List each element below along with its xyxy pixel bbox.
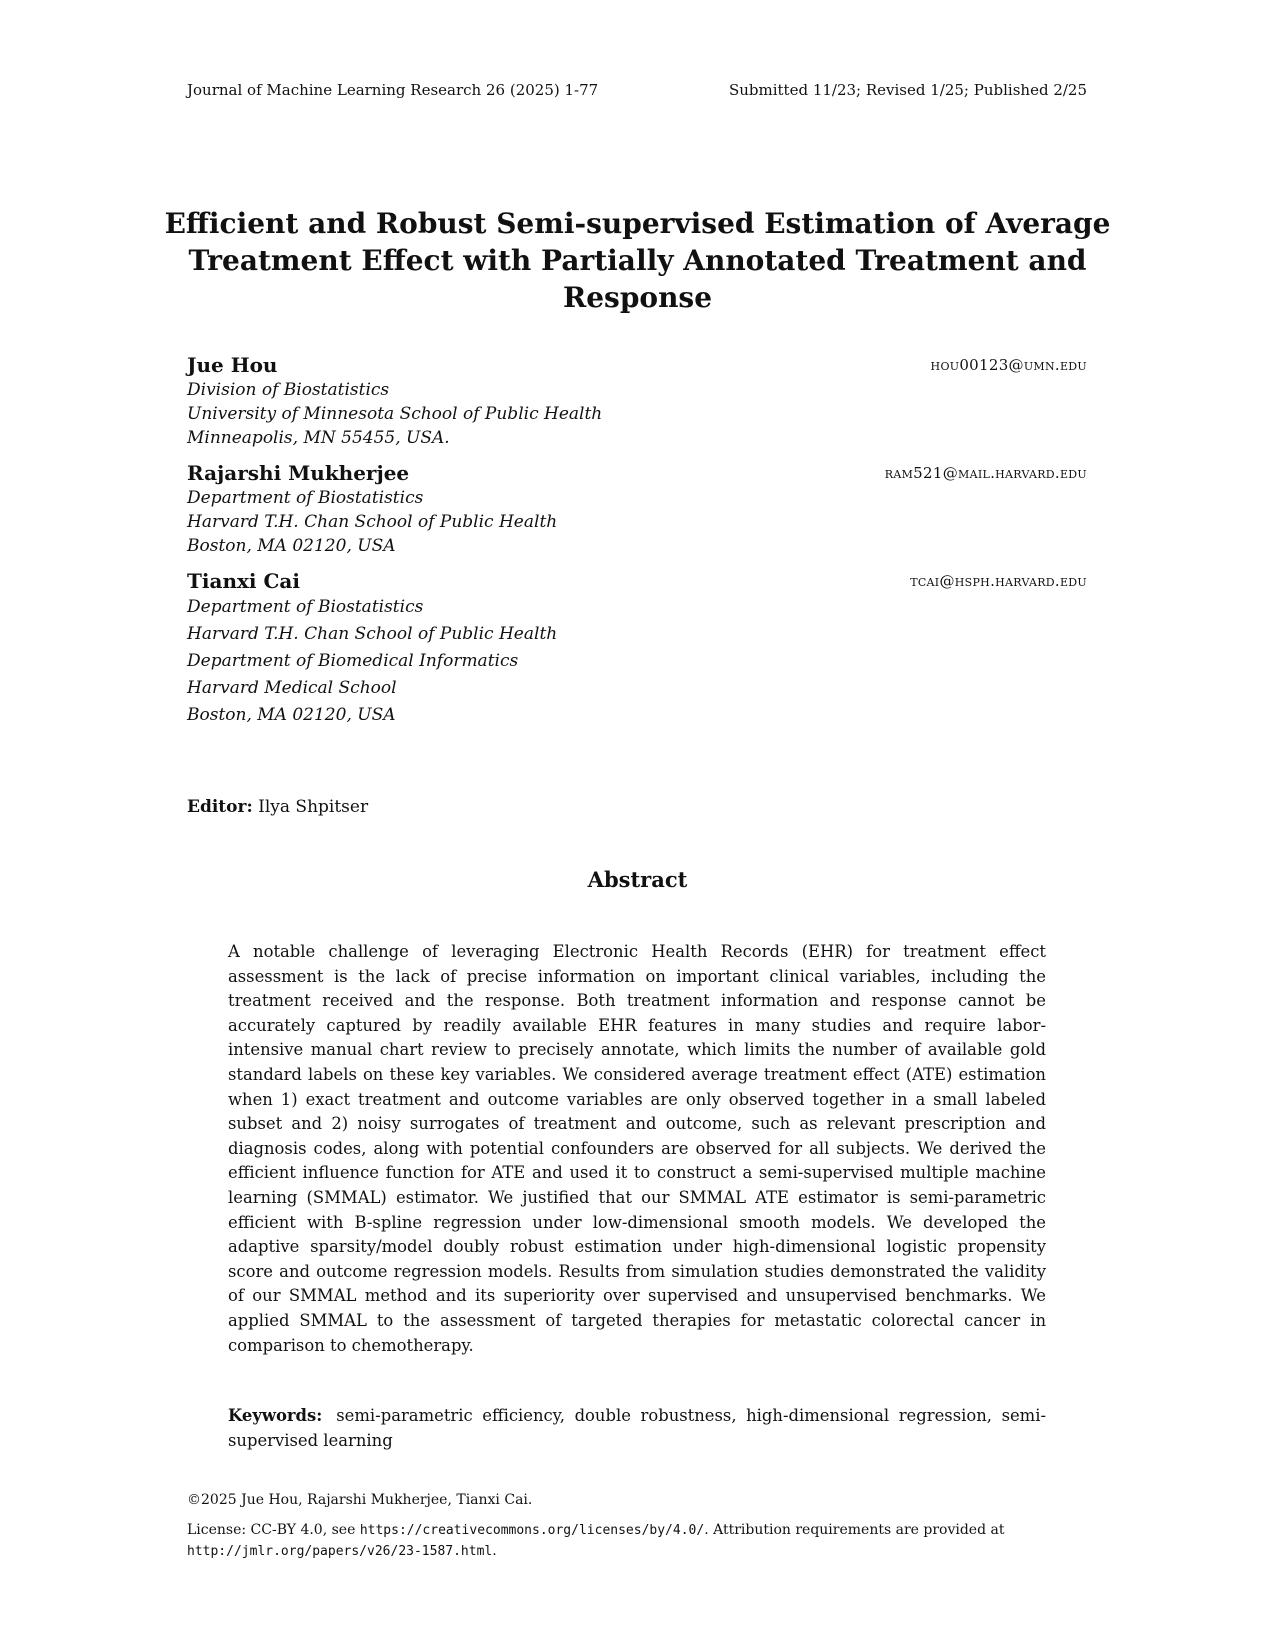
editor-name: Ilya Shpitser: [258, 797, 369, 817]
editor-line: [187, 795, 368, 819]
affiliation-line: Department of Biostatistics: [187, 597, 424, 617]
author-block: [187, 568, 1087, 729]
abstract-heading: Abstract: [587, 867, 688, 892]
paper-title: Efficient and Robust Semi-supervised Estimation of Average Treatment Effect with Partially Annotated Treatment and Response: [164, 207, 1111, 314]
author-block: [187, 352, 1087, 450]
copyright-notice: ©2025 Jue Hou, Rajarshi Mukherjee, Tianxi Cai.: [187, 1492, 533, 1508]
running-header: [187, 80, 1087, 100]
license-middle: . Attribution requirements are provided at: [704, 1522, 1005, 1538]
author-email[interactable]: hou00123@umn.edu: [930, 356, 1087, 374]
affiliation-line: Harvard T.H. Chan School of Public Health: [187, 512, 558, 532]
abstract-text: A notable challenge of leveraging Electronic Health Records (EHR) for treatment effect assessment is the lack of precise information on important clinical variables, including the treatment received and the response. Both treatment information and response cannot be accurately captured by readily available EHR features in many studies and require labor-intensive manual chart review to precisely annotate, which limits the number of available gold standard labels on these key variables. We considered average treatment effect (ATE) estimation when 1) exact treatment and outcome variables are only observed together in a small labeled subset and 2) noisy surrogates of treatment and outcome, such as relevant prescription and diagnosis codes, along with potential confounders are observed for all subjects. We derived the efficient influence function for ATE and used it to construct a semi-supervised multiple machine learning (SMMAL) estimator. We justified that our SMMAL ATE estimator is semi-parametric efficient with B-spline regression under low-dimensional smooth models. We developed the adaptive sparsity/model doubly robust estimation under high-dimensional logistic propensity score and outcome regression models. Results from simulation studies demonstrated the validity of our SMMAL method and its superiority over supervised and unsupervised benchmarks. We applied SMMAL to the assessment of targeted therapies for metastatic colorectal cancer in comparison to chemotherapy.: [228, 942, 1046, 1355]
affiliation-line: Department of Biostatistics: [187, 488, 424, 508]
keywords: [228, 1404, 1046, 1453]
affiliation-line: Harvard T.H. Chan School of Public Health: [187, 624, 558, 644]
affiliation-line: Minneapolis, MN 55455, USA.: [187, 428, 450, 448]
keywords-label: Keywords:: [228, 1406, 323, 1425]
license-end: .: [492, 1543, 497, 1559]
affiliation-line: Division of Biostatistics: [187, 380, 390, 400]
attribution-link[interactable]: http://jmlr.org/papers/v26/23-1587.html: [187, 1544, 493, 1559]
keywords-text: semi-parametric efficiency, double robustness, high-dimensional regression, semi-supervised learning: [228, 1406, 1046, 1450]
author-name: Jue Hou: [187, 353, 278, 377]
affiliation-line: University of Minnesota School of Public Health: [187, 404, 603, 424]
journal-citation: Journal of Machine Learning Research 26 (2025) 1-77: [187, 81, 599, 99]
author-list: [187, 352, 1087, 739]
author-name: Tianxi Cai: [187, 569, 300, 593]
affiliation-line: Boston, MA 02120, USA: [187, 705, 396, 725]
license-link[interactable]: https://creativecommons.org/licenses/by/4.0/: [359, 1523, 705, 1538]
editor-label: Editor:: [187, 797, 253, 817]
license-notice: [187, 1520, 1087, 1562]
author-block: [187, 460, 1087, 558]
author-name: Rajarshi Mukherjee: [187, 461, 410, 485]
license-prefix: License: CC-BY 4.0, see: [187, 1522, 360, 1538]
affiliation-line: Harvard Medical School: [187, 678, 397, 698]
affiliation-line: Department of Biomedical Informatics: [187, 651, 519, 671]
author-email[interactable]: ram521@mail.harvard.edu: [884, 464, 1087, 482]
affiliation-line: Boston, MA 02120, USA: [187, 536, 396, 556]
submission-dates: Submitted 11/23; Revised 1/25; Published 2/25: [728, 81, 1087, 99]
author-email[interactable]: tcai@hsph.harvard.edu: [910, 572, 1087, 590]
